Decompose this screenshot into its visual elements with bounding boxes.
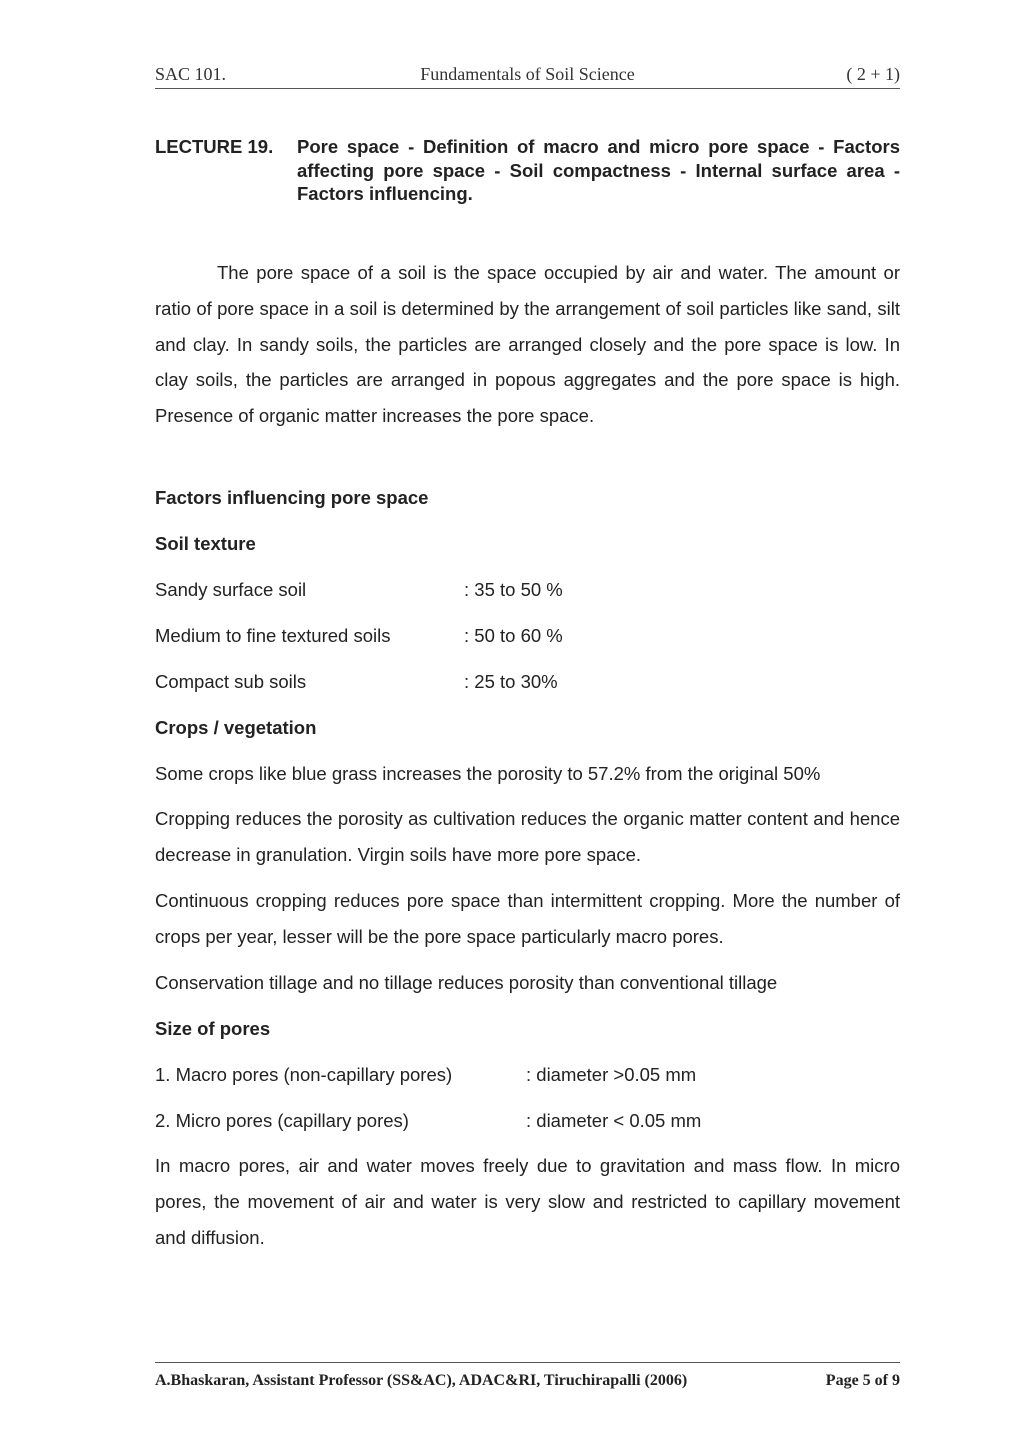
pore-label: 1. Macro pores (non-capillary pores) <box>155 1064 453 1085</box>
texture-row <box>155 671 900 693</box>
crops-paragraph-3-block <box>155 883 900 955</box>
texture-label: Sandy surface soil <box>155 579 307 600</box>
texture-row <box>155 579 900 601</box>
texture-label: Compact sub soils <box>155 671 307 692</box>
crops-paragraph-2: Cropping reduces the porosity as cultivation reduces the organic matter content and hence decrease in granulation. Virgin soils have more pore space. <box>155 808 900 865</box>
factors-heading: Factors influencing pore space <box>155 487 429 508</box>
pore-value: : diameter < 0.05 mm <box>526 1110 702 1131</box>
crops-paragraph-1: Some crops like blue grass increases the porosity to 57.2% from the original 50% <box>155 763 821 784</box>
texture-value: : 50 to 60 % <box>464 625 563 646</box>
texture-value: : 25 to 30% <box>464 671 558 692</box>
crops-paragraph-2-block <box>155 801 900 873</box>
lecture-number: LECTURE 19. <box>155 136 274 157</box>
texture-label: Medium to fine textured soils <box>155 625 391 646</box>
texture-row <box>155 625 900 647</box>
pores-paragraph: In macro pores, air and water moves freely due to gravitation and mass flow. In micro pores, the movement of air and water is very slow and restricted to capillary movement and diffusion. <box>155 1155 900 1248</box>
intro-paragraph: The pore space of a soil is the space occupied by air and water. The amount or ratio of pore space in a soil is determined by the arrangement of soil particles like sand, silt and clay. In sandy soils, the particles are arranged closely and the pore space is low. In clay soils, the particles are arranged in popous aggregates and the pore space is high. Presence of organic matter increases the pore space. <box>155 262 900 427</box>
crops-heading: Crops / vegetation <box>155 717 317 738</box>
crops-paragraph-3: Continuous cropping reduces pore space than intermittent cropping. More the number of crops per year, lesser will be the pore space particularly macro pores. <box>155 890 900 947</box>
footer-author: A.Bhaskaran, Assistant Professor (SS&AC), ADAC&RI, Tiruchirapalli (2006) <box>155 1372 688 1389</box>
pore-size-heading: Size of pores <box>155 1018 271 1039</box>
page-footer <box>155 1362 900 1389</box>
crops-paragraph-4: Conservation tillage and no tillage reduces porosity than conventional tillage <box>155 972 778 993</box>
texture-value: : 35 to 50 % <box>464 579 563 600</box>
pore-label: 2. Micro pores (capillary pores) <box>155 1110 409 1131</box>
page-header <box>155 62 900 89</box>
intro-paragraph-block <box>155 255 900 434</box>
header-credits: ( 2 + 1) <box>846 64 900 84</box>
pore-row <box>155 1110 900 1132</box>
pores-paragraph-block <box>155 1148 900 1255</box>
pore-value: : diameter >0.05 mm <box>526 1064 697 1085</box>
soil-texture-heading: Soil texture <box>155 533 256 554</box>
pore-row <box>155 1064 900 1086</box>
header-course-title: Fundamentals of Soil Science <box>420 64 635 84</box>
lecture-title: Pore space - Definition of macro and micro pore space - Factors affecting pore space - Soil compactness - Internal surface area - Factors influencing. <box>297 136 900 204</box>
footer-page-number: Page 5 of 9 <box>825 1372 900 1389</box>
header-course-code: SAC 101. <box>155 64 227 84</box>
